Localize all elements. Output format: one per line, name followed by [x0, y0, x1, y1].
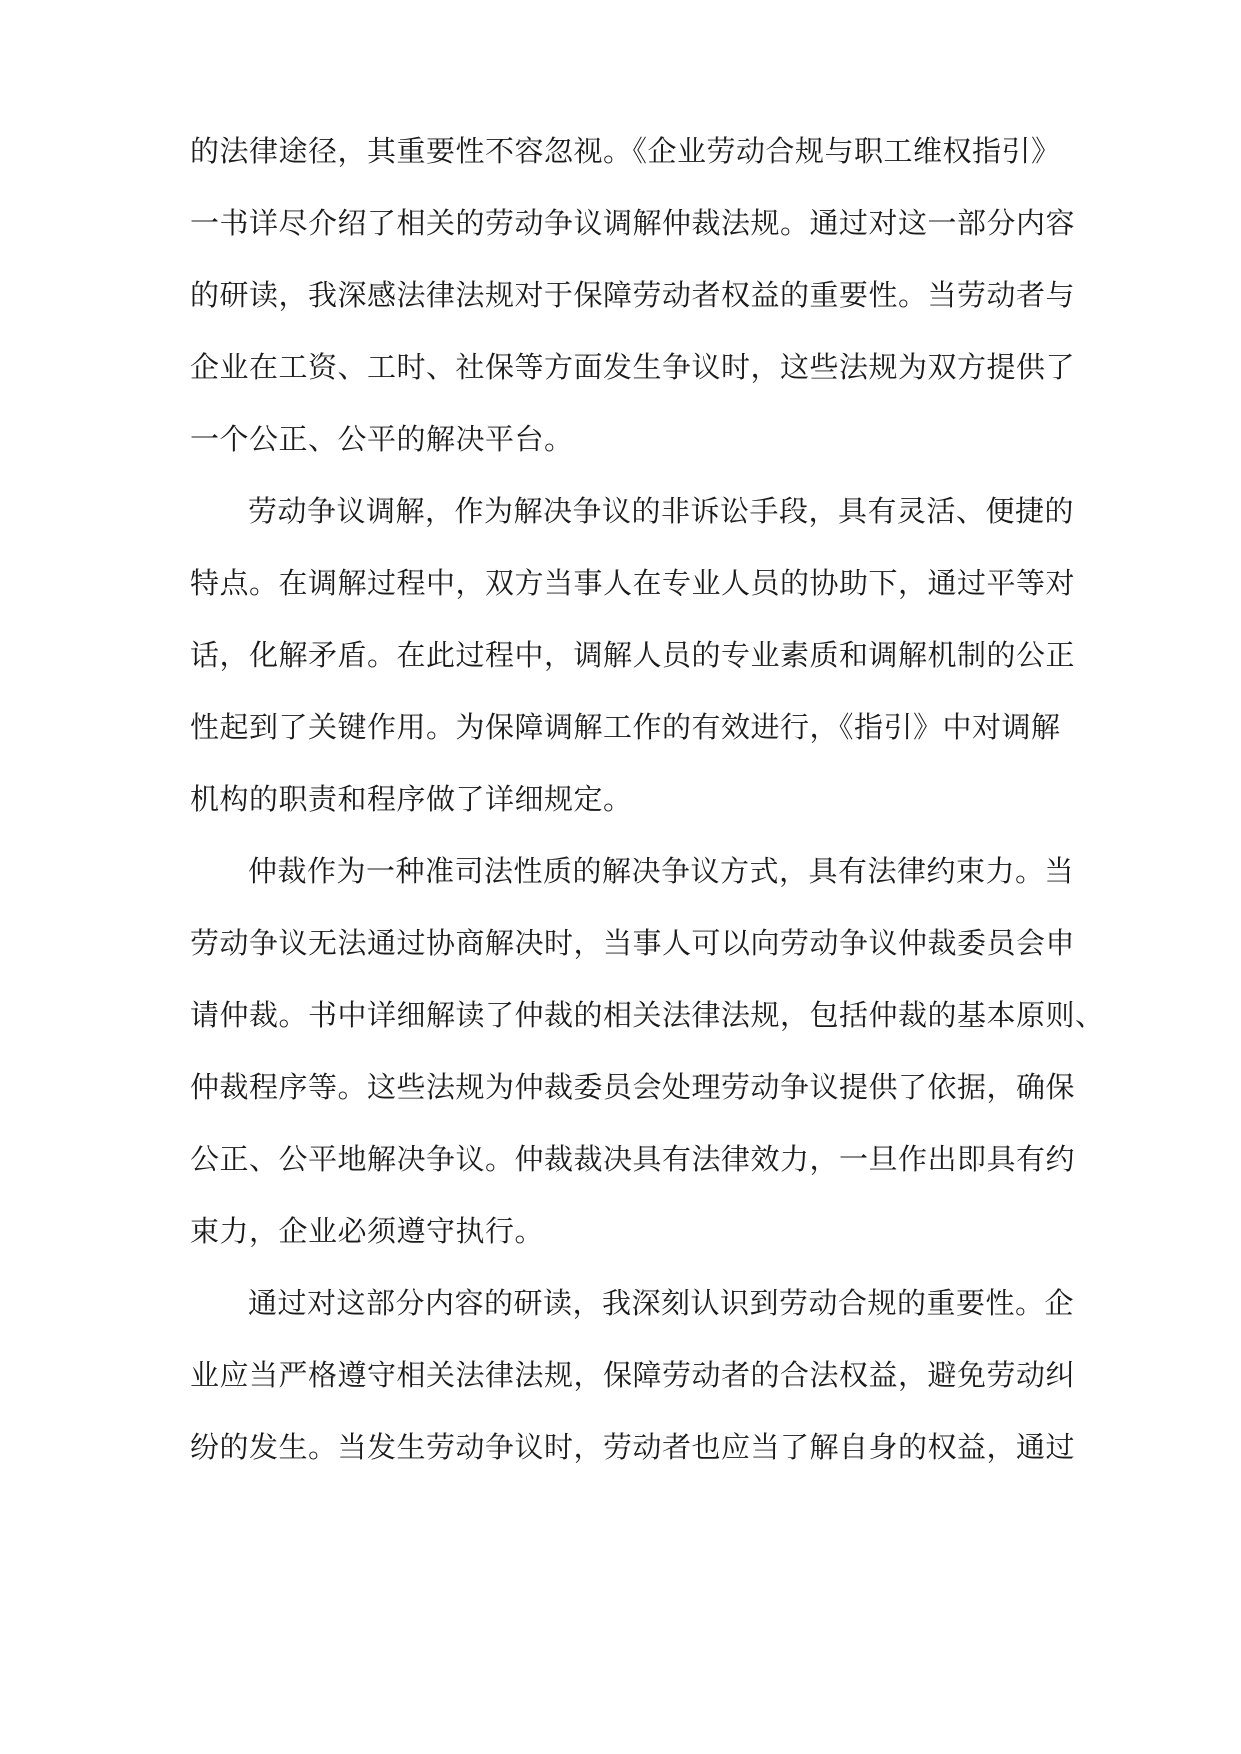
paragraph-first-line: 仲裁作为一种准司法性质的解决争议方式，具有法律约束力。当	[248, 854, 1075, 888]
text-line: 纷的发生。当发生劳动争议时，劳动者也应当了解自身的权益，通过	[190, 1430, 1076, 1464]
text-line: 机构的职责和程序做了详细规定。	[190, 782, 633, 816]
text-line: 仲裁程序等。这些法规为仲裁委员会处理劳动争议提供了依据，确保	[190, 1070, 1076, 1104]
text-line: 业应当严格遵守相关法律法规，保障劳动者的合法权益，避免劳动纠	[190, 1358, 1076, 1392]
text-line: 一个公正、公平的解决平台。	[190, 422, 574, 456]
text-line: 的法律途径，其重要性不容忽视。《企业劳动合规与职工维权指引》	[190, 134, 1061, 168]
text-line: 劳动争议无法通过协商解决时，当事人可以向劳动争议仲裁委员会申	[190, 926, 1076, 960]
paragraph-first-line: 通过对这部分内容的研读，我深刻认识到劳动合规的重要性。企	[248, 1286, 1075, 1320]
text-line: 企业在工资、工时、社保等方面发生争议时，这些法规为双方提供了	[190, 350, 1076, 384]
text-line: 的研读，我深感法律法规对于保障劳动者权益的重要性。当劳动者与	[190, 278, 1076, 312]
text-line: 特点。在调解过程中，双方当事人在专业人员的协助下，通过平等对	[190, 566, 1076, 600]
text-line: 束力，企业必须遵守执行。	[190, 1214, 545, 1248]
text-line: 请仲裁。书中详细解读了仲裁的相关法律法规，包括仲裁的基本原则、	[190, 998, 1105, 1032]
text-line: 性起到了关键作用。为保障调解工作的有效进行，《指引》中对调解	[190, 710, 1061, 744]
text-line: 话，化解矛盾。在此过程中，调解人员的专业素质和调解机制的公正	[190, 638, 1076, 672]
text-line: 一书详尽介绍了相关的劳动争议调解仲裁法规。通过对这一部分内容	[190, 206, 1076, 240]
text-line: 公正、公平地解决争议。仲裁裁决具有法律效力，一旦作出即具有约	[190, 1142, 1076, 1176]
paragraph-first-line: 劳动争议调解，作为解决争议的非诉讼手段，具有灵活、便捷的	[248, 494, 1075, 528]
